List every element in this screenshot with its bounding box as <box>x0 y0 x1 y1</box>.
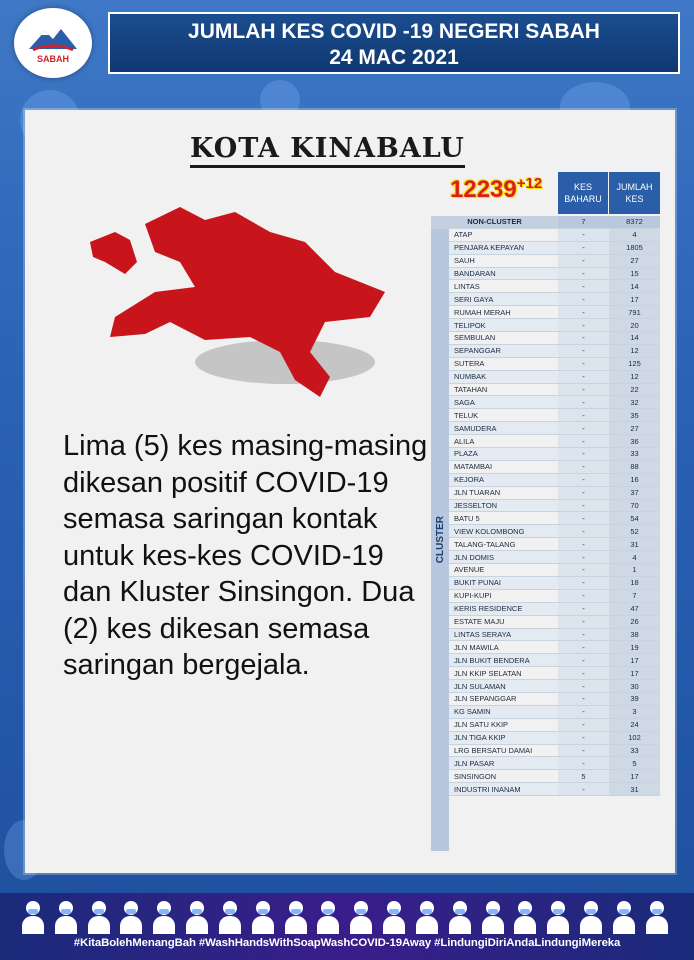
row-total: 14 <box>609 332 660 345</box>
table-row <box>449 332 660 345</box>
row-new: - <box>558 525 609 538</box>
person-icon <box>644 899 670 935</box>
row-name: KERIS RESIDENCE <box>449 603 558 616</box>
header-title: JUMLAH KES COVID -19 NEGERI SABAH <box>188 20 600 43</box>
row-name: VIEW KOLOMBONG <box>449 525 558 538</box>
cluster-label: CLUSTER <box>434 516 446 564</box>
table-row <box>449 280 660 293</box>
row-name: JLN BUKIT BENDERA <box>449 654 558 667</box>
row-total: 102 <box>609 732 660 745</box>
person-icon <box>348 899 374 935</box>
row-total: 37 <box>609 487 660 500</box>
sabah-logo <box>14 8 92 78</box>
row-name: JLN SEPANGGAR <box>449 693 558 706</box>
row-total: 30 <box>609 680 660 693</box>
table-row <box>449 500 660 513</box>
row-total: 70 <box>609 500 660 513</box>
row-total: 8372 <box>609 216 660 229</box>
row-new: - <box>558 629 609 642</box>
row-total: 33 <box>609 745 660 758</box>
table-row <box>449 435 660 448</box>
cluster-table <box>431 216 660 796</box>
header-date: 24 MAC 2021 <box>329 46 459 69</box>
row-new: 5 <box>558 770 609 783</box>
table-row <box>449 487 660 500</box>
row-name: JLN SATU KKIP <box>449 719 558 732</box>
person-icon <box>578 899 604 935</box>
row-name: MATAMBAI <box>449 461 558 474</box>
table-row <box>449 667 660 680</box>
row-total: 17 <box>609 293 660 306</box>
table-row <box>449 745 660 758</box>
row-name: SUTERA <box>449 358 558 371</box>
table-row <box>449 551 660 564</box>
row-name: NON-CLUSTER <box>431 216 558 229</box>
row-new: - <box>558 474 609 487</box>
row-name: RUMAH MERAH <box>449 306 558 319</box>
row-total: 20 <box>609 319 660 332</box>
table-row <box>449 319 660 332</box>
row-total: 3 <box>609 706 660 719</box>
row-new: - <box>558 306 609 319</box>
frontliner-figures <box>20 899 670 935</box>
row-new: - <box>558 667 609 680</box>
row-new: 7 <box>558 216 609 229</box>
row-total: 36 <box>609 435 660 448</box>
row-name: JLN TIGA KKIP <box>449 732 558 745</box>
row-total: 88 <box>609 461 660 474</box>
row-new: - <box>558 242 609 255</box>
row-name: JLN MAWILA <box>449 641 558 654</box>
row-name: LRG BERSATU DAMAI <box>449 745 558 758</box>
row-new: - <box>558 332 609 345</box>
row-new: - <box>558 409 609 422</box>
row-new: - <box>558 293 609 306</box>
row-total: 16 <box>609 474 660 487</box>
row-new: - <box>558 512 609 525</box>
row-total: 4 <box>609 551 660 564</box>
table-row <box>449 564 660 577</box>
table-row <box>449 396 660 409</box>
table-row <box>449 641 660 654</box>
column-header-total: JUMLAH KES <box>609 172 660 214</box>
row-total: 22 <box>609 384 660 397</box>
row-total: 31 <box>609 538 660 551</box>
row-name: KEJORA <box>449 474 558 487</box>
row-new: - <box>558 616 609 629</box>
row-total: 33 <box>609 448 660 461</box>
row-new: - <box>558 693 609 706</box>
row-total: 38 <box>609 629 660 642</box>
cluster-rows <box>449 229 660 796</box>
table-row <box>449 461 660 474</box>
row-total: 19 <box>609 641 660 654</box>
table-row <box>449 603 660 616</box>
row-new: - <box>558 487 609 500</box>
row-new: - <box>558 280 609 293</box>
total-value: 12239 <box>450 176 517 203</box>
total-increase: +12 <box>516 175 543 192</box>
person-icon <box>86 899 112 935</box>
row-new: - <box>558 448 609 461</box>
row-total: 24 <box>609 719 660 732</box>
row-name: JLN SULAMAN <box>449 680 558 693</box>
table-row <box>449 693 660 706</box>
table-row <box>449 757 660 770</box>
row-new: - <box>558 384 609 397</box>
table-row <box>449 629 660 642</box>
person-icon <box>512 899 538 935</box>
row-new: - <box>558 641 609 654</box>
row-name: SAMUDERA <box>449 422 558 435</box>
table-row <box>449 358 660 371</box>
row-name: LINTAS SERAYA <box>449 629 558 642</box>
table-row <box>449 680 660 693</box>
person-icon <box>53 899 79 935</box>
row-new: - <box>558 719 609 732</box>
cluster-sidebar <box>431 229 449 851</box>
person-icon <box>480 899 506 935</box>
person-icon <box>118 899 144 935</box>
row-name: SEMBULAN <box>449 332 558 345</box>
row-new: - <box>558 745 609 758</box>
table-row <box>449 783 660 796</box>
row-new: - <box>558 783 609 796</box>
row-new: - <box>558 654 609 667</box>
row-new: - <box>558 680 609 693</box>
table-row <box>449 345 660 358</box>
row-total: 4 <box>609 229 660 242</box>
person-icon <box>447 899 473 935</box>
district-title: KOTA KINABALU <box>190 133 465 168</box>
logo-text: SABAH <box>36 53 69 64</box>
row-name: KUPI-KUPI <box>449 590 558 603</box>
person-icon <box>217 899 243 935</box>
table-row <box>449 255 660 268</box>
row-new: - <box>558 229 609 242</box>
row-new: - <box>558 757 609 770</box>
row-total: 791 <box>609 306 660 319</box>
person-icon <box>315 899 341 935</box>
row-total: 27 <box>609 422 660 435</box>
row-name: BUKIT PUNAI <box>449 577 558 590</box>
row-name: AVENUE <box>449 564 558 577</box>
row-new: - <box>558 603 609 616</box>
person-icon <box>611 899 637 935</box>
row-total: 39 <box>609 693 660 706</box>
row-name: SAUH <box>449 255 558 268</box>
row-total: 35 <box>609 409 660 422</box>
table-row <box>449 512 660 525</box>
table-row <box>449 384 660 397</box>
row-new: - <box>558 255 609 268</box>
person-icon <box>381 899 407 935</box>
row-name: JESSELTON <box>449 500 558 513</box>
table-row <box>449 474 660 487</box>
table-row <box>449 422 660 435</box>
row-total: 12 <box>609 371 660 384</box>
row-new: - <box>558 345 609 358</box>
row-new: - <box>558 319 609 332</box>
row-new: - <box>558 268 609 281</box>
row-name: ALILA <box>449 435 558 448</box>
table-row <box>449 732 660 745</box>
row-name: BATU 5 <box>449 512 558 525</box>
row-total: 27 <box>609 255 660 268</box>
table-row <box>449 268 660 281</box>
row-name: JLN PASAR <box>449 757 558 770</box>
table-row <box>449 306 660 319</box>
footer-banner <box>0 893 694 960</box>
row-total: 7 <box>609 590 660 603</box>
row-total: 125 <box>609 358 660 371</box>
row-total: 52 <box>609 525 660 538</box>
row-name: JLN KKIP SELATAN <box>449 667 558 680</box>
district-map <box>85 202 405 402</box>
table-row <box>449 229 660 242</box>
table-row <box>449 719 660 732</box>
row-name: INDUSTRI INANAM <box>449 783 558 796</box>
row-new: - <box>558 371 609 384</box>
person-icon <box>184 899 210 935</box>
row-new: - <box>558 577 609 590</box>
row-total: 31 <box>609 783 660 796</box>
row-name: TELUK <box>449 409 558 422</box>
page-header <box>108 12 680 74</box>
row-total: 54 <box>609 512 660 525</box>
table-row <box>431 216 660 229</box>
row-name: PENJARA KEPAYAN <box>449 242 558 255</box>
table-row <box>449 448 660 461</box>
row-name: BANDARAN <box>449 268 558 281</box>
person-icon <box>151 899 177 935</box>
row-name: ATAP <box>449 229 558 242</box>
hashtags: #KitaBolehMenangBah #WashHandsWithSoapWashCOVID-19Away #LindungiDiriAndaLindungiMereka <box>73 937 621 949</box>
row-total: 17 <box>609 667 660 680</box>
row-name: SINSINGON <box>449 770 558 783</box>
row-name: JLN DOMIS <box>449 551 558 564</box>
table-row <box>449 525 660 538</box>
person-icon <box>250 899 276 935</box>
row-total: 26 <box>609 616 660 629</box>
content-panel <box>25 110 675 873</box>
row-name: SERI GAYA <box>449 293 558 306</box>
row-new: - <box>558 422 609 435</box>
row-name: TELIPOK <box>449 319 558 332</box>
table-row <box>449 577 660 590</box>
row-new: - <box>558 396 609 409</box>
row-name: LINTAS <box>449 280 558 293</box>
row-new: - <box>558 706 609 719</box>
row-total: 32 <box>609 396 660 409</box>
total-cases <box>450 175 542 204</box>
row-name: PLAZA <box>449 448 558 461</box>
person-icon <box>414 899 440 935</box>
row-new: - <box>558 500 609 513</box>
row-new: - <box>558 538 609 551</box>
row-total: 17 <box>609 770 660 783</box>
row-name: TATAHAN <box>449 384 558 397</box>
table-row <box>449 706 660 719</box>
row-new: - <box>558 564 609 577</box>
row-new: - <box>558 590 609 603</box>
row-name: TALANG-TALANG <box>449 538 558 551</box>
case-description: Lima (5) kes masing-masing dikesan positif COVID-19 semasa saringan kontak untuk kes-kes COVID-19 dan Kluster Sinsingon. Dua (2) kes dikesan semasa saringan bergejala. <box>63 430 428 681</box>
row-name: SEPANGGAR <box>449 345 558 358</box>
row-total: 17 <box>609 654 660 667</box>
row-new: - <box>558 435 609 448</box>
island-shape <box>90 232 137 274</box>
table-row <box>449 371 660 384</box>
row-total: 14 <box>609 280 660 293</box>
table-row <box>449 242 660 255</box>
row-total: 12 <box>609 345 660 358</box>
row-new: - <box>558 358 609 371</box>
table-row <box>449 538 660 551</box>
table-row <box>449 770 660 783</box>
row-name: SAGA <box>449 396 558 409</box>
table-row <box>449 590 660 603</box>
mountain-icon <box>27 23 79 53</box>
row-total: 15 <box>609 268 660 281</box>
row-new: - <box>558 551 609 564</box>
table-row <box>449 654 660 667</box>
row-total: 1 <box>609 564 660 577</box>
person-icon <box>20 899 46 935</box>
row-total: 18 <box>609 577 660 590</box>
person-icon <box>545 899 571 935</box>
row-total: 5 <box>609 757 660 770</box>
table-row <box>449 409 660 422</box>
row-name: NUMBAK <box>449 371 558 384</box>
row-name: JLN TUARAN <box>449 487 558 500</box>
row-total: 47 <box>609 603 660 616</box>
row-name: ESTATE MAJU <box>449 616 558 629</box>
row-name: KG SAMIN <box>449 706 558 719</box>
table-row <box>449 293 660 306</box>
row-total: 1805 <box>609 242 660 255</box>
row-new: - <box>558 461 609 474</box>
column-header-new: KES BAHARU <box>558 172 608 214</box>
person-icon <box>283 899 309 935</box>
table-row <box>449 616 660 629</box>
row-new: - <box>558 732 609 745</box>
